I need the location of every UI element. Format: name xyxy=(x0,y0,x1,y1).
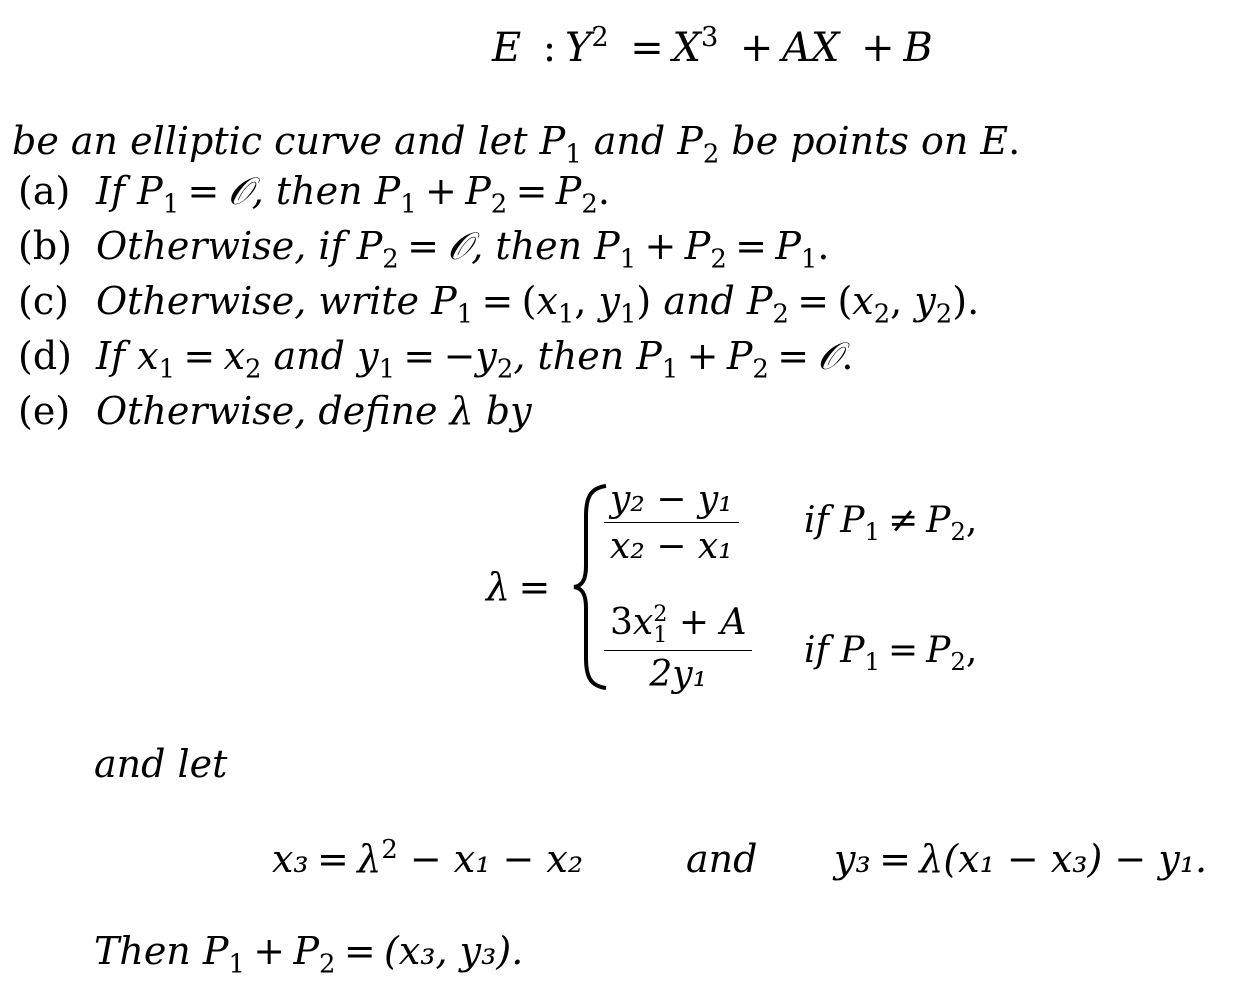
p-var: P xyxy=(684,224,711,268)
exponent-3: 3 xyxy=(701,22,719,54)
comma: , xyxy=(890,279,915,323)
p-var: P xyxy=(726,334,753,378)
lambda-symbol: λ xyxy=(357,837,382,881)
denominator: x₂ − x₁ xyxy=(610,526,733,567)
item-text: and xyxy=(651,279,747,323)
subscript: 1 xyxy=(378,354,395,385)
subscript: 1 xyxy=(800,244,818,275)
x-var: x xyxy=(137,334,159,378)
equals: = xyxy=(187,169,220,213)
period: . xyxy=(841,334,854,378)
case-1-condition xyxy=(804,500,978,546)
minus: − xyxy=(443,334,476,378)
numerator xyxy=(604,601,752,651)
subscript: 1 xyxy=(162,189,180,220)
ax-term: AX xyxy=(782,25,840,71)
plus: + xyxy=(425,169,457,213)
subscript: 2 xyxy=(702,139,720,170)
comma: , xyxy=(574,279,599,323)
case-2-condition xyxy=(804,630,978,676)
p-var: P xyxy=(374,169,401,213)
curve-symbol: E xyxy=(980,119,1009,163)
subscript: 1 xyxy=(565,139,582,170)
x-var: x xyxy=(536,279,558,323)
equals: = xyxy=(777,334,810,378)
exponent-2: 2 xyxy=(591,22,609,54)
item-text: If xyxy=(96,334,138,378)
plus: + xyxy=(686,334,719,378)
paren: ) xyxy=(952,279,968,323)
subscript: 2 xyxy=(319,949,336,980)
item-text: , then xyxy=(513,334,637,378)
intro-text: be points on xyxy=(719,119,981,163)
x3-rhs: − x₁ − x₂ xyxy=(397,837,584,881)
comma: , xyxy=(965,500,978,541)
equals: = xyxy=(735,224,767,268)
item-b xyxy=(18,224,830,275)
item-label: (b) xyxy=(18,224,72,268)
p-var: P xyxy=(465,169,491,213)
subscript: 1 xyxy=(661,354,679,385)
p-var: P xyxy=(555,169,582,213)
p-var: P xyxy=(926,630,951,671)
subscript: 2 xyxy=(581,189,598,220)
p-var: P xyxy=(594,224,620,268)
equals: = xyxy=(407,224,439,268)
conclusion-text: Then xyxy=(94,929,203,973)
p-var: P xyxy=(431,279,457,323)
subscript: 2 xyxy=(935,299,953,330)
plus: + xyxy=(739,25,774,71)
not-equals: ≠ xyxy=(888,500,919,541)
subscript: 2 xyxy=(490,189,508,220)
x-var: x xyxy=(223,334,246,378)
p-var: P xyxy=(356,224,383,268)
plus-a: + A xyxy=(667,602,747,644)
p-var: P xyxy=(775,224,801,268)
subscript: 2 xyxy=(772,299,789,330)
condition-text: if xyxy=(804,630,841,671)
equals: = xyxy=(183,334,216,378)
x-var: x xyxy=(852,279,874,323)
identity-symbol: 𝒪 xyxy=(817,334,842,378)
result-point: (x₃, y₃). xyxy=(384,929,524,973)
y3-rhs: λ(x₁ − x₃) − y₁. xyxy=(919,837,1208,881)
x3-var: x₃ xyxy=(272,837,309,881)
subscript: 1 xyxy=(864,516,881,546)
item-text: , then xyxy=(471,224,595,268)
subscript: 1 xyxy=(228,949,245,980)
subscript: 1 xyxy=(400,189,417,220)
y-var: y xyxy=(914,279,936,323)
case-2-fraction xyxy=(604,601,752,696)
conclusion xyxy=(94,929,524,980)
comma: , xyxy=(965,630,978,671)
equals: = xyxy=(879,837,911,881)
subscript: 2 xyxy=(752,354,769,385)
subscript: 2 xyxy=(873,299,891,330)
equals: = xyxy=(630,25,664,71)
condition-text: if xyxy=(804,500,841,541)
item-label: (a) xyxy=(18,169,71,213)
denominator: 2y₁ xyxy=(649,654,708,696)
intro-sentence xyxy=(12,119,1021,170)
period: . xyxy=(597,169,610,213)
p-var: P xyxy=(137,169,163,213)
identity-symbol: 𝒪 xyxy=(447,224,472,268)
item-text: by xyxy=(473,389,532,433)
p-var: P xyxy=(926,500,951,541)
case-1-fraction xyxy=(604,479,739,567)
item-label: (d) xyxy=(18,334,72,378)
x-var: x xyxy=(632,602,654,644)
p-var: P xyxy=(202,929,229,973)
equals: = xyxy=(343,929,376,973)
equals: = xyxy=(518,565,551,609)
p-var: P xyxy=(539,119,566,163)
item-text: Otherwise, define xyxy=(96,389,450,433)
p-var: P xyxy=(840,500,865,541)
subscript: 1 xyxy=(619,299,637,330)
subscript: 1 xyxy=(557,299,575,330)
equals: = xyxy=(403,334,436,378)
plus: + xyxy=(644,224,677,268)
subscript: 1 xyxy=(456,299,474,330)
x3-equation xyxy=(272,834,584,881)
tangent-slope xyxy=(604,601,752,696)
item-text: and xyxy=(261,334,358,378)
p-var: P xyxy=(840,630,865,671)
subscript: 2 xyxy=(496,354,514,385)
exponent-stack xyxy=(653,601,668,649)
paren: ( xyxy=(521,279,537,323)
coefficient: 3 xyxy=(610,602,633,644)
difference-quotient xyxy=(604,479,739,567)
and-word: and xyxy=(686,837,758,881)
equals: = xyxy=(481,279,514,323)
lambda-symbol: λ xyxy=(486,565,511,609)
and-let-text: and let xyxy=(94,742,228,786)
colon: : xyxy=(542,25,557,71)
y-var: y xyxy=(475,334,497,378)
equals: = xyxy=(515,169,548,213)
subscript: 1 xyxy=(864,646,881,676)
y3-var: y₃ xyxy=(834,837,871,881)
subscript: 2 xyxy=(950,516,966,546)
p-var: P xyxy=(746,279,773,323)
item-c xyxy=(18,279,980,330)
subscript: 2 xyxy=(710,244,727,275)
item-label: (e) xyxy=(18,389,71,433)
subscript: 1 xyxy=(653,622,668,649)
equals: = xyxy=(317,837,349,881)
subscript: 1 xyxy=(619,244,637,275)
subscript: 2 xyxy=(245,354,262,385)
item-text: If xyxy=(96,169,138,213)
exponent-2: 2 xyxy=(381,834,398,865)
p-var: P xyxy=(636,334,662,378)
item-e xyxy=(18,389,532,433)
y-var: y xyxy=(598,279,620,323)
identity-symbol: 𝒪 xyxy=(227,169,252,213)
lambda-lhs xyxy=(486,565,559,609)
intro-text: and xyxy=(581,119,678,163)
curve-symbol: E xyxy=(492,25,522,71)
y-var: y xyxy=(357,334,379,378)
subscript: 1 xyxy=(158,354,176,385)
p-var: P xyxy=(677,119,703,163)
item-a xyxy=(18,169,610,220)
item-text: , then xyxy=(251,169,375,213)
equals: = xyxy=(888,630,919,671)
item-label: (c) xyxy=(18,279,69,323)
lambda-symbol: λ xyxy=(449,389,474,433)
item-text: Otherwise, if xyxy=(96,224,357,268)
y3-equation xyxy=(834,837,1208,881)
paren: ) xyxy=(636,279,652,323)
plus: + xyxy=(861,25,895,71)
period: . xyxy=(1008,119,1021,163)
exponent-2: 2 xyxy=(653,601,668,627)
b-term: B xyxy=(903,25,933,71)
equals: = xyxy=(797,279,830,323)
y-var: Y xyxy=(565,25,592,71)
plus: + xyxy=(253,929,286,973)
p-var: P xyxy=(293,929,320,973)
numerator: y₂ − y₁ xyxy=(604,482,739,523)
x-var: X xyxy=(672,25,702,71)
period: . xyxy=(967,279,980,323)
period: . xyxy=(817,224,830,268)
weierstrass-equation xyxy=(492,22,933,71)
subscript: 2 xyxy=(950,646,966,676)
intro-text: be an elliptic curve and let xyxy=(12,119,540,163)
item-d xyxy=(18,334,854,385)
paren: ( xyxy=(837,279,853,323)
item-text: Otherwise, write xyxy=(96,279,432,323)
subscript: 2 xyxy=(382,244,399,275)
